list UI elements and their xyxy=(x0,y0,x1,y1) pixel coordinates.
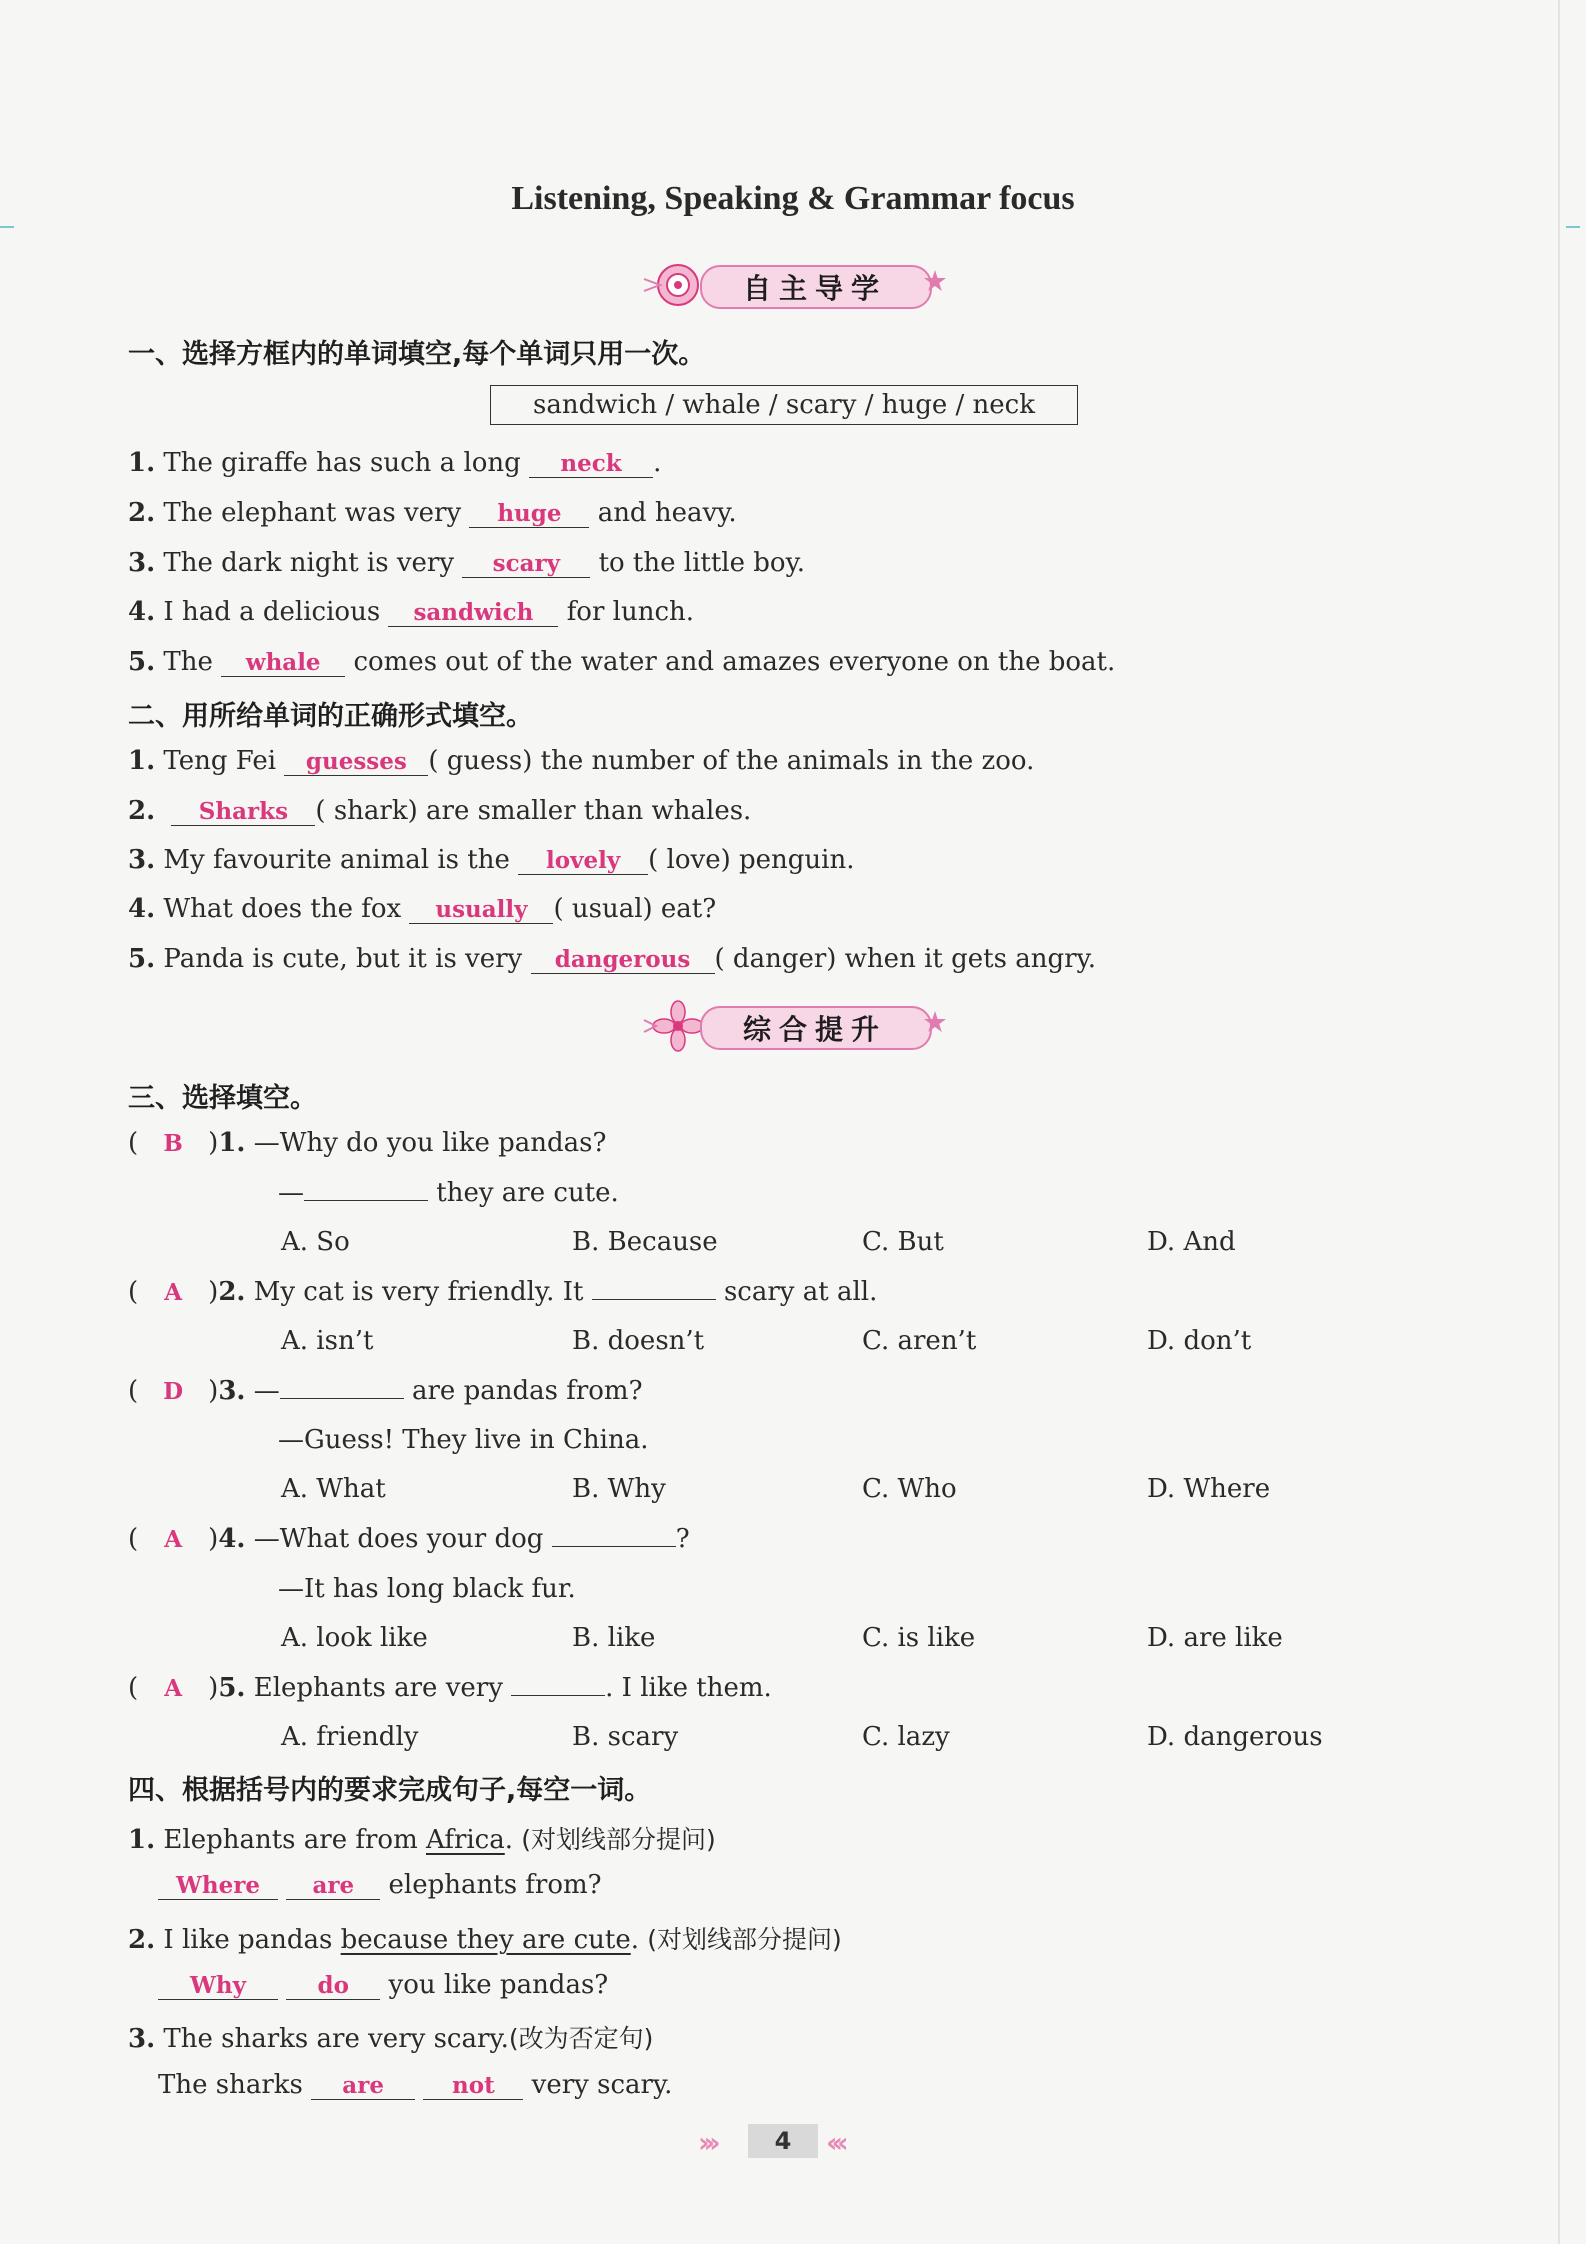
requirement-note: (改为否定句) xyxy=(508,2024,654,2053)
item-text: ( usual) eat? xyxy=(553,894,717,924)
item-text: and heavy. xyxy=(597,498,737,528)
item-text: ( danger) when it gets angry. xyxy=(714,944,1097,974)
answer-blank: dangerous xyxy=(531,947,715,974)
answer-blank: neck xyxy=(529,451,653,478)
item-number: 3. xyxy=(128,2024,156,2054)
underlined-text: because they are cute xyxy=(340,1925,631,1955)
page-number: 4 xyxy=(748,2124,818,2158)
s3-question-2 xyxy=(128,1277,877,1307)
item-text: The elephant was very xyxy=(163,498,462,528)
chevron-right-icon: ››› xyxy=(698,2126,715,2159)
margin-tick-left xyxy=(0,226,14,228)
item-number: 3. xyxy=(128,548,156,578)
question-stem: ? xyxy=(675,1524,690,1554)
option-d: D. don’t xyxy=(1147,1326,1252,1356)
option-b: B. Because xyxy=(572,1227,718,1257)
answer-blank: guesses xyxy=(284,749,428,776)
item-text: I had a delicious xyxy=(163,597,381,627)
item-text: Teng Fei xyxy=(163,746,277,776)
item-number: 3. xyxy=(128,845,156,875)
s3-question-4 xyxy=(128,1524,690,1554)
item-text: The giraffe has such a long xyxy=(163,448,521,478)
question-stem: are pandas from? xyxy=(412,1376,643,1406)
option-d: D. Where xyxy=(1147,1474,1271,1504)
answer-blank: lovely xyxy=(518,848,648,875)
answer-blank: sandwich xyxy=(388,600,558,627)
page-edge xyxy=(1558,0,1560,2244)
answer-blank: whale xyxy=(221,650,345,677)
item-text: . xyxy=(653,448,662,478)
answer-blank: huge xyxy=(469,501,589,528)
item-text: The sharks are very scary. xyxy=(163,2024,509,2054)
paren-open: ( xyxy=(128,1673,139,1703)
dash: — xyxy=(253,1376,280,1406)
s4-item-1-answer xyxy=(158,1870,602,1900)
option-d: D. And xyxy=(1147,1227,1236,1257)
banner-label: 自主导学 xyxy=(742,272,887,305)
s2-item-2 xyxy=(128,796,751,826)
answer-blank: are xyxy=(311,2073,415,2100)
answer-blank: Why xyxy=(158,1973,278,2000)
option-c: C. Who xyxy=(862,1474,957,1504)
s2-item-4 xyxy=(128,894,716,924)
banner-comprehensive xyxy=(0,996,1586,1056)
s2-item-5 xyxy=(128,944,1096,974)
item-text: ( love) penguin. xyxy=(648,845,855,875)
question-stem: —What does your dog xyxy=(253,1524,544,1554)
item-number: 1. xyxy=(128,746,156,776)
s1-item-4 xyxy=(128,597,694,627)
s2-item-1 xyxy=(128,746,1034,776)
item-number: 2. xyxy=(128,498,156,528)
paren-open: ( xyxy=(128,1376,139,1406)
option-c: C. But xyxy=(862,1227,944,1257)
answer-letter: A xyxy=(164,1526,183,1553)
requirement-note: (对划线部分提问) xyxy=(647,1925,842,1954)
item-text: The sharks xyxy=(158,2070,303,2100)
underlined-text: Africa xyxy=(426,1825,505,1855)
answer-blank: Sharks xyxy=(171,799,315,826)
item-number: 2. xyxy=(218,1277,246,1307)
option-c: C. lazy xyxy=(862,1722,950,1752)
item-number: 2. xyxy=(128,1925,156,1955)
answer-blank: scary xyxy=(462,551,590,578)
s3-question-1 xyxy=(128,1128,606,1158)
s4-item-1 xyxy=(128,1820,716,1856)
s1-item-3 xyxy=(128,548,805,578)
banner-self-study xyxy=(0,255,1586,315)
page-title: Listening, Speaking & Grammar focus xyxy=(511,180,1075,217)
chevron-left-icon: ‹‹‹ xyxy=(826,2126,843,2159)
item-number: 4. xyxy=(128,894,156,924)
section4-heading: 四、根据括号内的要求完成句子,每空一词。 xyxy=(128,1775,652,1806)
requirement-note: (对划线部分提问) xyxy=(521,1825,716,1854)
item-number: 4. xyxy=(128,597,156,627)
answer-blank: do xyxy=(286,1973,380,2000)
margin-tick-right xyxy=(1566,226,1580,228)
question-stem: Elephants are very xyxy=(253,1673,503,1703)
question-stem: . I like them. xyxy=(605,1673,772,1703)
item-number: 5. xyxy=(128,944,156,974)
paren-close: ) xyxy=(208,1524,219,1554)
item-number: 5. xyxy=(218,1673,246,1703)
item-number: 5. xyxy=(128,647,156,677)
question-stem: —Why do you like pandas? xyxy=(253,1128,607,1158)
item-text: elephants from? xyxy=(388,1870,602,1900)
option-a: A. What xyxy=(281,1474,386,1504)
question-stem: My cat is very friendly. It xyxy=(253,1277,584,1307)
option-a: A. friendly xyxy=(281,1722,419,1752)
option-a: A. So xyxy=(281,1227,350,1257)
answer-blank xyxy=(304,1178,428,1201)
item-number: 1. xyxy=(128,448,156,478)
item-text: for lunch. xyxy=(566,597,695,627)
section1-heading: 一、选择方框内的单词填空,每个单词只用一次。 xyxy=(128,339,706,370)
answer-blank: usually xyxy=(409,897,553,924)
paren-open: ( xyxy=(128,1277,139,1307)
paren-open: ( xyxy=(128,1128,139,1158)
answer-blank: Where xyxy=(158,1873,278,1900)
item-text: I like pandas xyxy=(163,1925,333,1955)
answer-blank: are xyxy=(286,1873,380,1900)
item-number: 3. xyxy=(218,1376,246,1406)
paren-close: ) xyxy=(208,1128,219,1158)
answer-blank xyxy=(511,1673,605,1696)
item-text: ( shark) are smaller than whales. xyxy=(315,796,752,826)
answer-blank xyxy=(592,1277,716,1300)
item-text: comes out of the water and amazes everyone on the boat. xyxy=(353,647,1116,677)
word-box: sandwich / whale / scary / huge / neck xyxy=(490,385,1078,425)
option-a: A. look like xyxy=(281,1623,428,1653)
item-number: 1. xyxy=(218,1128,246,1158)
option-b: B. like xyxy=(572,1623,656,1653)
item-number: 4. xyxy=(218,1524,246,1554)
option-b: B. doesn’t xyxy=(572,1326,705,1356)
star-icon xyxy=(923,1010,947,1034)
paren-close: ) xyxy=(208,1673,219,1703)
section2-heading: 二、用所给单词的正确形式填空。 xyxy=(128,701,533,732)
section3-heading: 三、选择填空。 xyxy=(128,1083,317,1114)
s4-item-3-answer xyxy=(158,2070,672,2100)
option-d: D. dangerous xyxy=(1147,1722,1323,1752)
item-text: . xyxy=(630,1925,639,1955)
option-d: D. are like xyxy=(1147,1623,1283,1653)
s1-item-2 xyxy=(128,498,737,528)
answer-blank xyxy=(280,1376,404,1399)
item-text: My favourite animal is the xyxy=(163,845,510,875)
item-text: The xyxy=(163,647,213,677)
item-text: to the little boy. xyxy=(598,548,806,578)
dash: — xyxy=(278,1178,304,1208)
banner-label: 综合提升 xyxy=(742,1013,887,1046)
s1-item-1 xyxy=(128,448,661,478)
item-text: you like pandas? xyxy=(388,1970,609,2000)
item-text: Panda is cute, but it is very xyxy=(163,944,523,974)
item-text: . xyxy=(504,1825,514,1855)
paren-open: ( xyxy=(128,1524,139,1554)
s3-question-3-line2: —Guess! They live in China. xyxy=(278,1425,649,1455)
option-b: B. Why xyxy=(572,1474,666,1504)
question-stem: scary at all. xyxy=(723,1277,878,1307)
item-number: 2. xyxy=(128,796,156,826)
s3-question-1-line2 xyxy=(278,1178,619,1208)
paren-close: ) xyxy=(208,1376,219,1406)
s3-question-4-line2: —It has long black fur. xyxy=(278,1574,576,1604)
page-footer xyxy=(0,2122,1586,2162)
option-a: A. isn’t xyxy=(281,1326,374,1356)
option-c: C. is like xyxy=(862,1623,976,1653)
item-text: Elephants are from xyxy=(163,1825,418,1855)
item-number: 1. xyxy=(128,1825,156,1855)
answer-letter: B xyxy=(163,1130,183,1157)
s3-question-3 xyxy=(128,1376,643,1406)
item-text: very scary. xyxy=(531,2070,673,2100)
answer-letter: A xyxy=(164,1279,183,1306)
item-text: ( guess) the number of the animals in the zoo. xyxy=(428,746,1035,776)
s1-item-5 xyxy=(128,647,1115,677)
paren-close: ) xyxy=(208,1277,219,1307)
s2-item-3 xyxy=(128,845,854,875)
s4-item-2 xyxy=(128,1920,842,1956)
s3-question-5 xyxy=(128,1673,772,1703)
item-text: The dark night is very xyxy=(163,548,455,578)
answer-letter: A xyxy=(164,1675,183,1702)
answer-blank xyxy=(552,1524,676,1547)
option-b: B. scary xyxy=(572,1722,679,1752)
s4-item-2-answer xyxy=(158,1970,608,2000)
star-icon xyxy=(923,269,947,293)
s4-item-3 xyxy=(128,2019,653,2055)
question-stem: they are cute. xyxy=(436,1178,619,1208)
answer-blank: not xyxy=(423,2073,523,2100)
option-c: C. aren’t xyxy=(862,1326,977,1356)
answer-letter: D xyxy=(163,1378,184,1405)
item-text: What does the fox xyxy=(163,894,402,924)
